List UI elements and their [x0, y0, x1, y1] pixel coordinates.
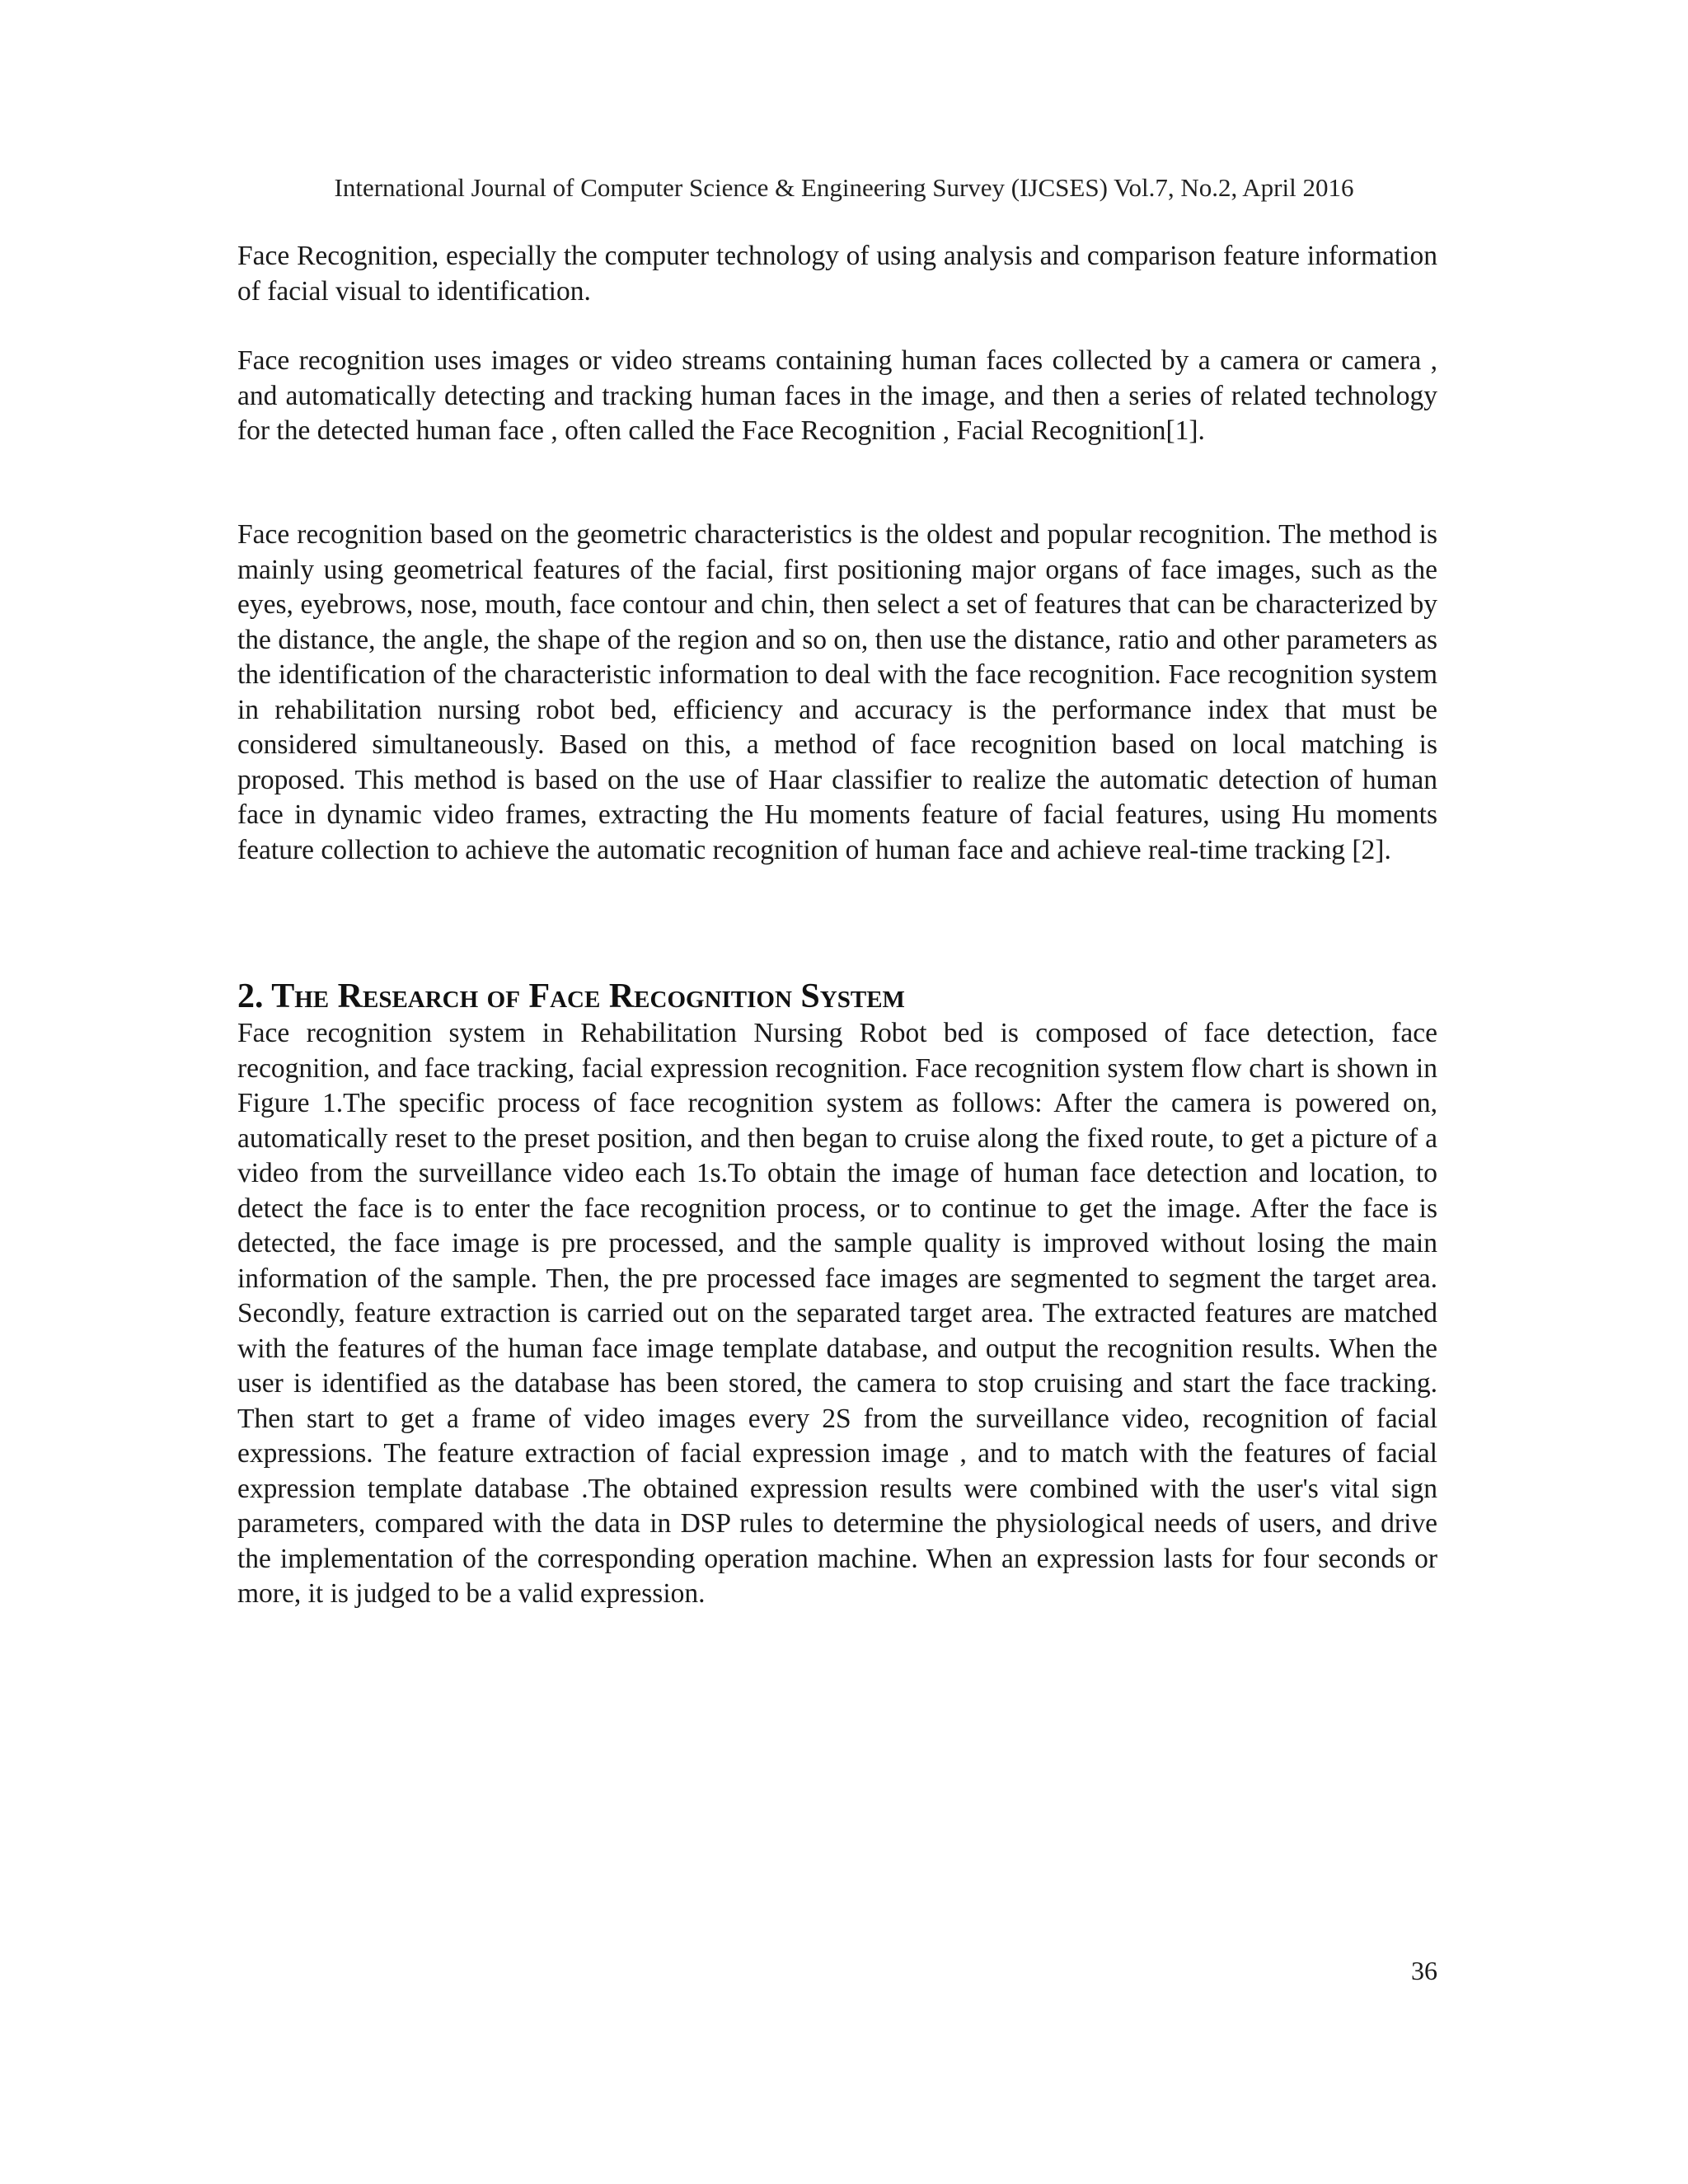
section-heading: 2. The Research of Face Recognition System [237, 977, 905, 1015]
intro-paragraph-2: Face recognition uses images or video streams containing human faces collected by a camera or camera , and automatically detecting and tracking human faces in the image, and then a series of related technology for the detected human face , often called the Face Recognition , Facial Recognition[1]. [237, 345, 1437, 446]
intro-paragraph-3: Face recognition based on the geometric characteristics is the oldest and popular recognition. The method is mainly using geometrical features of the facial, first positioning major organs of face images, such as the eyes, eyebrows, nose, mouth, face contour and chin, then select a set of features that can be characterized by the distance, the angle, the shape of the region and so on, then use the distance, ratio and other parameters as the identification of the characteristic information to deal with the face recognition. Face recognition system in rehabilitation nursing robot bed, efficiency and accuracy is the performance index that must be considered simultaneously. Based on this, a method of face recognition based on local matching is proposed. This method is based on the use of Haar classifier to realize the automatic detection of human face in dynamic video frames, extracting the Hu moments feature of facial features, using Hu moments feature collection to achieve the automatic recognition of human face and achieve real-time tracking [2]. [237, 519, 1437, 865]
journal-running-header: International Journal of Computer Science & Engineering Survey (IJCSES) Vol.7, No.2, April 2016 [334, 173, 1354, 202]
section-paragraph: Face recognition system in Rehabilitation Nursing Robot bed is composed of face detection, face recognition, and face tracking, facial expression recognition. Face recognition system flow chart is shown in Figure 1.The specific process of face recognition system as follows: After the camera is powered on, automatically reset to the preset position, and then began to cruise along the fixed route, to get a picture of a video from the surveillance video each 1s.To obtain the image of human face detection and location, to detect the face is to enter the face recognition process, or to continue to get the image. After the face is detected, the face image is pre processed, and the sample quality is improved without losing the main information of the sample. Then, the pre processed face images are segmented to segment the target area. Secondly, feature extraction is carried out on the separated target area. The extracted features are matched with the features of the human face image template database, and output the recognition results. When the user is identified as the database has been stored, the camera to stop cruising and start the face tracking. Then start to get a frame of video images every 2S from the surveillance video, recognition of facial expressions. The feature extraction of facial expression image , and to match with the features of facial expression template database .The obtained expression results were combined with the user's vital sign parameters, compared with the data in DSP rules to determine the physiological needs of users, and drive the implementation of the corresponding operation machine. When an expression lasts for four seconds or more, it is judged to be a valid expression. [237, 1018, 1437, 1609]
page-number: 36 [1411, 1956, 1437, 1985]
intro-paragraph-1: Face Recognition, especially the computer technology of using analysis and comparison feature information of facial visual to identification. [237, 241, 1437, 307]
